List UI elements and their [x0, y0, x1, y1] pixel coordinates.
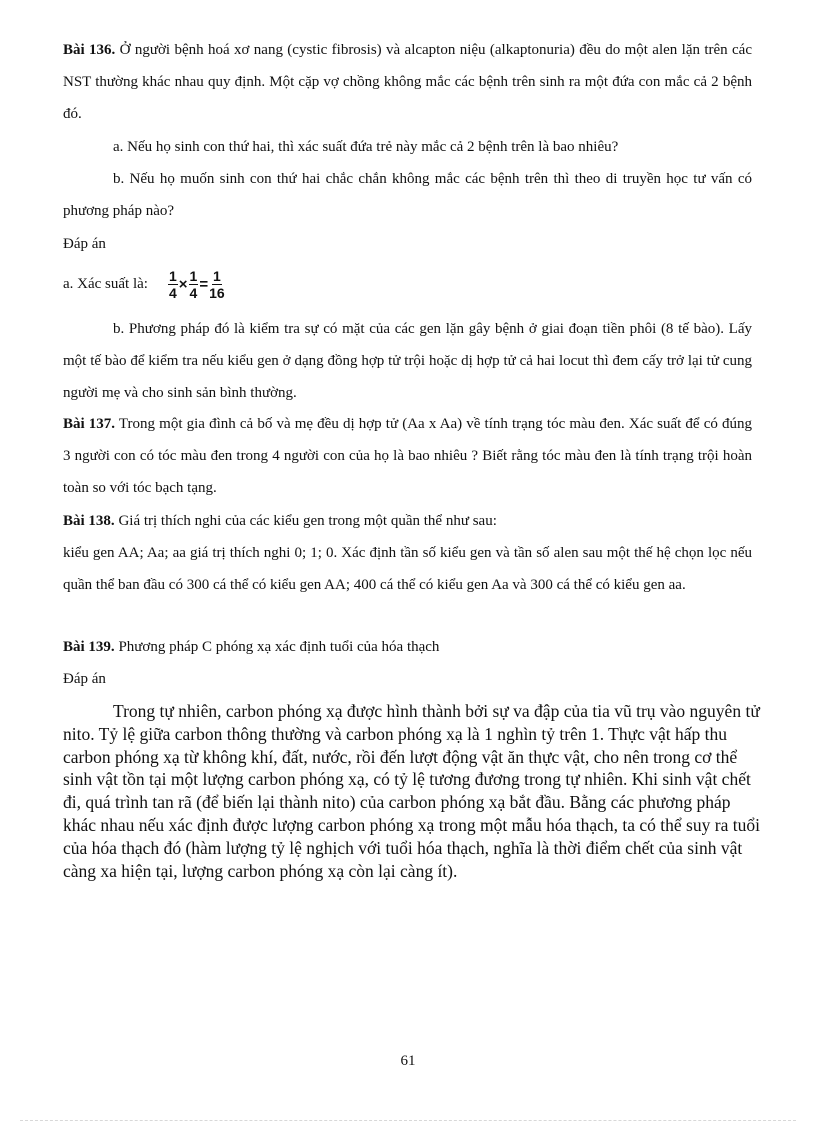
problem-137-title: Bài 137.: [63, 416, 116, 432]
page-number: 61: [400, 1053, 416, 1069]
problem-139-answer: Trong tự nhiên, carbon phóng xạ được hình thành bởi sự va đập của tia vũ trụ vào nguyên tử nito. Tỷ lệ giữa carbon thông thường và carbon phóng xạ là 1 nghìn tỷ trên 1. Thực vật hấp thu carbon phóng xạ từ không khí, đất, nước, rồi đến lượt động vật ăn thực vật, cho nên trong cơ thể sinh vật tồn tại một lượng carbon phóng xạ, có tỷ lệ tương đương trong tự nhiên. Khi sinh vật chết đi, quá trình tan rã (để biến lại thành nito) của carbon phóng xạ bắt đầu. Bằng các phương pháp khác nhau nếu xác định được lượng carbon phóng xạ trong một mẫu hóa thạch, ta có thể suy ra tuổi của hóa thạch đó (hàm lượng tỷ lệ nghịch với tuổi hóa thạch, nghĩa là thời điểm chết của sinh vật càng xa hiện tại, lượng carbon phóng xạ còn lại càng ít).: [63, 701, 760, 881]
problem-137-text: Trong một gia đình cả bố và mẹ đều dị hợp tử (Aa x Aa) về tính trạng tóc màu đen. Xác suất để có đúng 3 người con có tóc màu đen trong 4 người con của họ là bao nhiêu ? Biết rằng tóc màu đen là tính trạng trội hoàn toàn so với tóc bạch tạng.: [63, 416, 752, 496]
problem-136-question-b: b. Nếu họ muốn sinh con thứ hai chắc chắn không mắc các bệnh trên thì theo di truyền học tư vấn có phương pháp nào?: [63, 171, 752, 219]
answer-a-label: a. Xác suất là:: [63, 275, 148, 292]
problem-137: [63, 408, 752, 504]
problem-139-answer-label: Đáp án: [63, 671, 106, 687]
fraction-numerator: 1: [212, 267, 221, 284]
problem-136-title: Bài 136.: [63, 42, 116, 58]
fraction-numerator: 1: [189, 267, 198, 284]
problem-136-answer-b: b. Phương pháp đó là kiểm tra sự có mặt của các gen lặn gây bệnh ở giai đoạn tiền phôi (8 tế bào). Lấy một tế bào để kiểm tra nếu kiểu gen ở dạng đồng hợp tử trội hoặc dị hợp tử cả hai locut thì đem cấy trở lại tử cung người mẹ và cho sinh sản bình thường.: [63, 321, 752, 401]
problem-138-text-2: kiểu gen AA; Aa; aa giá trị thích nghi 0; 1; 0. Xác định tần số kiểu gen và tần số alen sau một thế hệ chọn lọc nếu quần thể ban đầu có 300 cá thể có kiểu gen AA; 400 cá thể có kiểu gen Aa và 300 cá thể có kiểu gen aa.: [63, 545, 752, 593]
fraction-denominator: 16: [209, 284, 225, 301]
problem-136-question-a: a. Nếu họ sinh con thứ hai, thì xác suất đứa trẻ này mắc cả 2 bệnh trên là bao nhiêu?: [113, 139, 619, 155]
problem-136-text: Ở người bệnh hoá xơ nang (cystic fibrosis) và alcapton niệu (alkaptonuria) đều do một alen lặn trên các NST thường khác nhau quy định. Một cặp vợ chồng không mắc các bệnh trên sinh ra một đứa con mắc cả 2 bệnh đó.: [63, 42, 752, 122]
problem-139-title: Bài 139.: [63, 639, 115, 655]
problem-138-title: Bài 138.: [63, 513, 115, 529]
problem-139: [63, 631, 752, 663]
fraction-denominator: 4: [168, 284, 177, 301]
fraction-one-quarter: [168, 268, 178, 301]
probability-formula: [63, 262, 225, 306]
fraction-numerator: 1: [168, 267, 177, 284]
problem-138: [63, 505, 752, 537]
equals-sign: =: [199, 275, 209, 293]
fraction-denominator: 4: [189, 284, 198, 301]
fraction-one-sixteenth: [209, 268, 225, 301]
times-sign: ×: [178, 275, 188, 293]
page-bottom-rule: [20, 1120, 796, 1121]
problem-138-text: Giá trị thích nghi của các kiểu gen trong một quần thể như sau:: [114, 513, 497, 529]
fraction-one-quarter: [189, 268, 199, 301]
problem-139-text: Phương pháp C phóng xạ xác định tuổi của hóa thạch: [114, 639, 440, 655]
problem-136: [63, 34, 752, 130]
problem-136-answer-label: Đáp án: [63, 236, 106, 252]
